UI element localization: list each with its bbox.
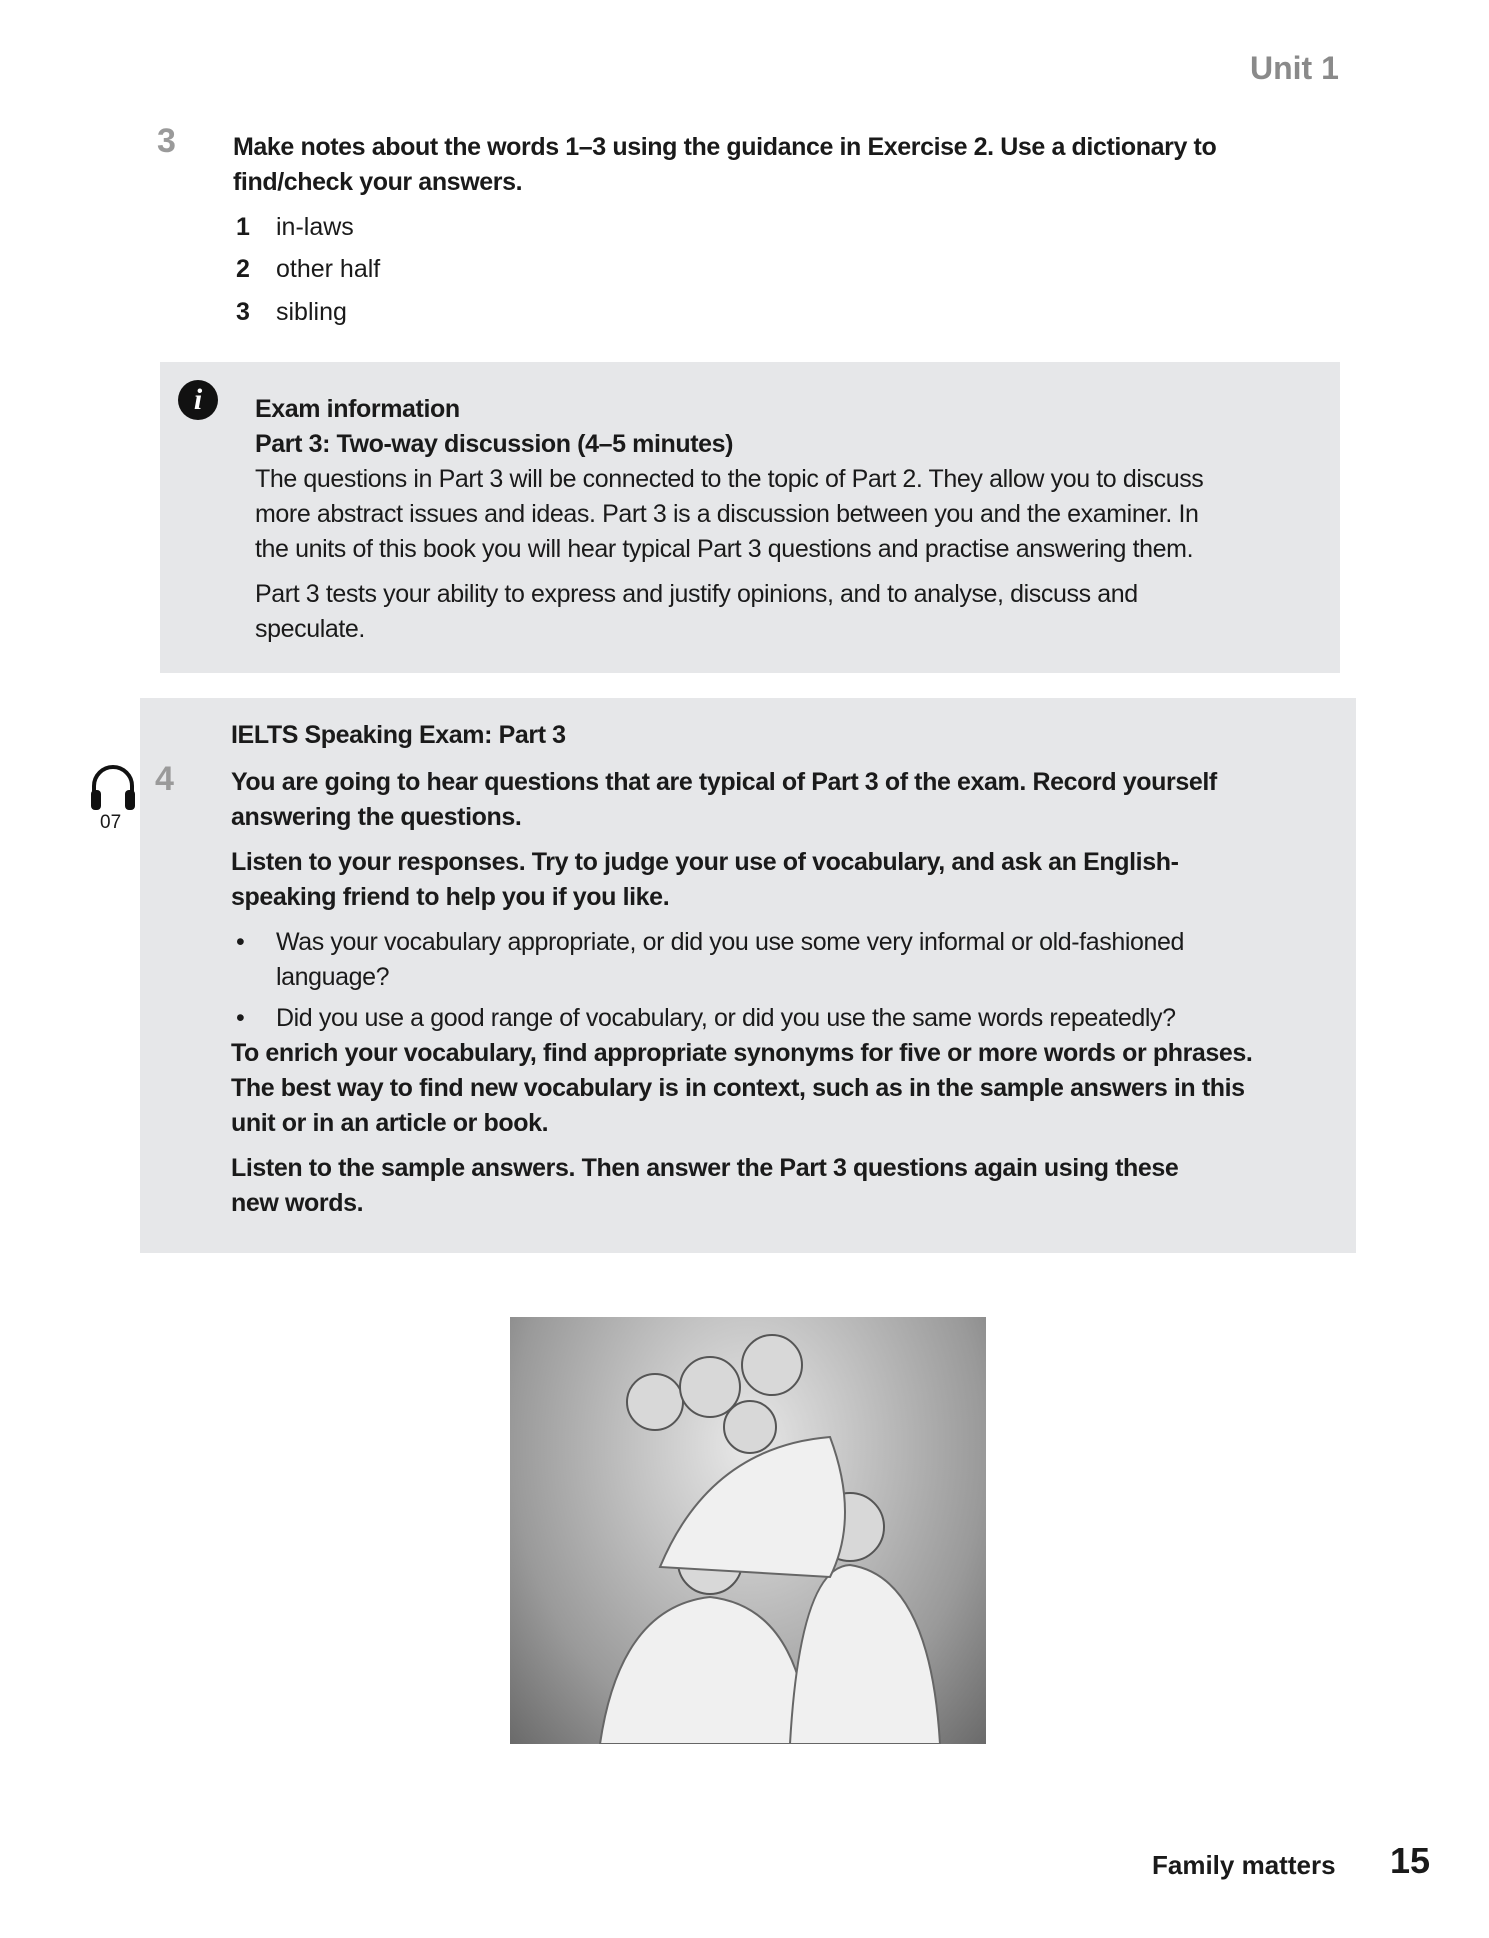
bullet-item: [231, 925, 1341, 995]
text-line: the units of this book you will hear typical Part 3 questions and practise answering them.: [255, 535, 1194, 563]
exercise-3-number: 3: [157, 122, 176, 160]
item-number: 3: [236, 298, 250, 326]
family-photo: [510, 1317, 986, 1744]
item-text: other half: [276, 255, 381, 283]
text-line: Was your vocabulary appropriate, or did you use some very informal or old-fashioned: [276, 928, 1184, 956]
text-line: answering the questions.: [231, 803, 522, 831]
list-item: [236, 255, 380, 284]
text-line: To enrich your vocabulary, find appropriate synonyms for five or more words or phrases.: [231, 1039, 1253, 1067]
exercise-4-heading: IELTS Speaking Exam: Part 3: [231, 721, 566, 749]
exercise-3-instruction: [233, 130, 1216, 200]
item-number: 1: [236, 213, 250, 241]
exercise-4-text: [231, 718, 1341, 1221]
text-line: language?: [276, 963, 390, 991]
exam-info-subtitle: Part 3: Two-way discussion (4–5 minutes): [255, 430, 734, 458]
text-line: find/check your answers.: [233, 168, 523, 196]
text-line: speculate.: [255, 615, 365, 643]
text-line: unit or in an article or book.: [231, 1109, 549, 1137]
text-line: speaking friend to help you if you like.: [231, 883, 670, 911]
audio-track-number: 07: [100, 812, 122, 833]
info-icon: i: [178, 380, 218, 420]
headphones-icon: [88, 760, 138, 816]
list-item: [236, 298, 347, 327]
bullet-icon: •: [236, 928, 245, 956]
exam-info-text: [255, 392, 1203, 647]
text-line: more abstract issues and ideas. Part 3 is a discussion between you and the examiner. In: [255, 500, 1199, 528]
unit-label: Unit 1: [1250, 50, 1339, 86]
text-line: Part 3 tests your ability to express and justify opinions, and to analyse, discuss and: [255, 580, 1138, 608]
exam-info-box: [160, 362, 1340, 673]
item-text: in-laws: [276, 213, 354, 241]
text-line: Listen to your responses. Try to judge your use of vocabulary, and ask an English-: [231, 848, 1179, 876]
bullet-icon: •: [236, 1004, 245, 1032]
text-line: Listen to the sample answers. Then answer the Part 3 questions again using these: [231, 1154, 1179, 1182]
text-line: Make notes about the words 1–3 using the guidance in Exercise 2. Use a dictionary to: [233, 133, 1217, 161]
page-number: 15: [1390, 1840, 1431, 1881]
item-number: 2: [236, 255, 250, 283]
text-line: You are going to hear questions that are typical of Part 3 of the exam. Record yourself: [231, 768, 1217, 796]
bullet-item: [231, 1001, 1341, 1036]
footer-title: Family matters: [1152, 1850, 1336, 1880]
text-line: The questions in Part 3 will be connected to the topic of Part 2. They allow you to discuss: [255, 465, 1204, 493]
item-text: sibling: [276, 298, 347, 326]
list-item: [236, 213, 354, 242]
exam-info-title: Exam information: [255, 395, 460, 423]
exercise-4-number: 4: [155, 760, 174, 798]
text-line: new words.: [231, 1189, 364, 1217]
text-line: The best way to find new vocabulary is in context, such as in the sample answers in this: [231, 1074, 1245, 1102]
text-line: Did you use a good range of vocabulary, or did you use the same words repeatedly?: [276, 1004, 1176, 1032]
